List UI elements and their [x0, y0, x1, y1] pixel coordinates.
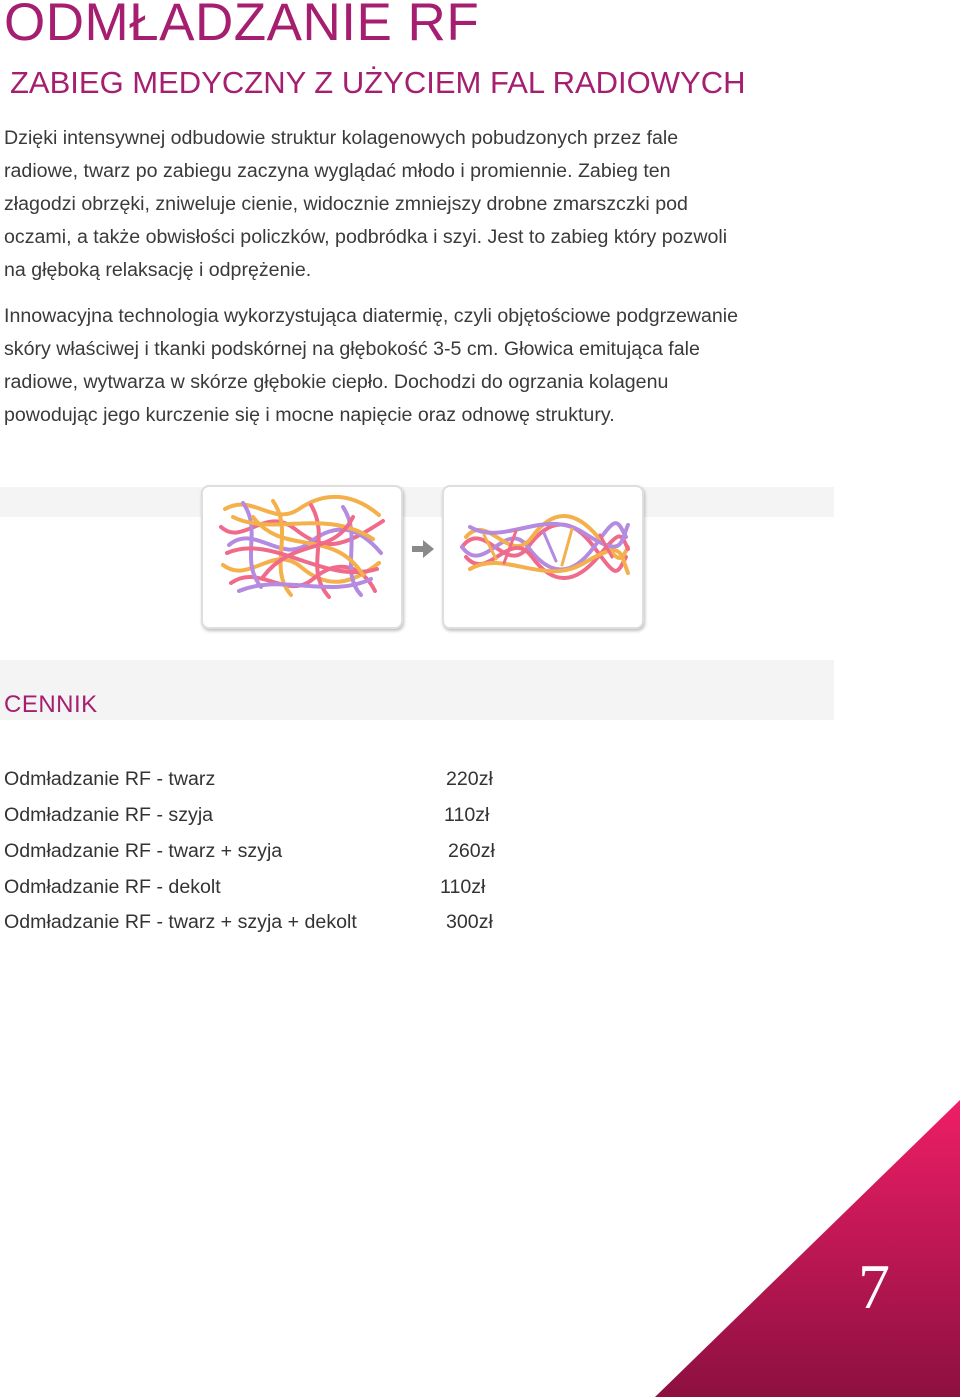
- price-value: 110zł: [440, 876, 486, 898]
- page-title: ODMŁADZANIE RF: [4, 0, 480, 52]
- page-number: 7: [858, 1251, 890, 1322]
- text-line: na głęboką relaksację i odprężenie.: [4, 259, 312, 281]
- price-value: 300zł: [446, 911, 493, 933]
- text-line: Dzięki intensywnej odbudowie struktur kolagenowych pobudzonych przez fale: [4, 127, 679, 149]
- text-line: radiowe, wytwarza w skórze głębokie ciepło. Dochodzi do ogrzania kolagenu: [4, 371, 669, 393]
- price-service: Odmładzanie RF - dekolt: [4, 876, 221, 898]
- price-value: 260zł: [448, 840, 495, 862]
- price-service: Odmładzanie RF - szyja: [4, 804, 214, 826]
- price-service: Odmładzanie RF - twarz: [4, 768, 216, 790]
- page-subtitle: ZABIEG MEDYCZNY Z UŻYCIEM FAL RADIOWYCH: [10, 65, 746, 100]
- text-line: złagodzi obrzęki, zniweluje cienie, widocznie zmniejszy drobne zmarszczki pod: [4, 193, 688, 215]
- price-service: Odmładzanie RF - twarz + szyja + dekolt: [4, 911, 357, 933]
- text-line: powodując jego kurczenie się i mocne napięcie oraz odnowę struktury.: [4, 404, 615, 426]
- pricing-heading: CENNIK: [4, 691, 98, 718]
- price-value: 220zł: [446, 768, 493, 790]
- price-value: 110zł: [444, 804, 490, 826]
- text-line: oczami, a także obwisłości policzków, podbródka i szyi. Jest to zabieg który pozwoli: [4, 226, 728, 248]
- text-line: Innowacyjna technologia wykorzystująca diatermię, czyli objętościowe podgrzewanie: [4, 305, 739, 327]
- text-line: skóry właściwej i tkanki podskórnej na głębokość 3-5 cm. Głowica emitująca fale: [4, 338, 700, 360]
- price-service: Odmładzanie RF - twarz + szyja: [4, 840, 283, 862]
- text-line: radiowe, twarz po zabiegu zaczyna wyglądać młodo i promiennie. Zabieg ten: [4, 160, 671, 182]
